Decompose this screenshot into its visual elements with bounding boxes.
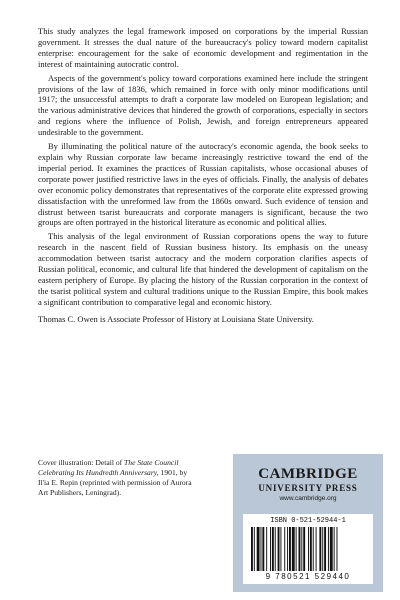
- cover-credit-prefix: Cover illustration: Detail of: [38, 458, 125, 467]
- barcode-icon: [249, 527, 367, 571]
- publisher-box: [233, 454, 383, 592]
- blurb: [38, 26, 368, 328]
- cover-illustration-credit: [38, 458, 198, 498]
- blurb-paragraph-4: This analysis of the legal environment of Russian corporations opens the way to future research in the nascent field of Russian business history. Its emphasis on the uneasy accommodation between tsarist autocracy and the modern corporation clarifies aspects of Russian political, economic, and cultural life that hindered the development of capitalism on the eastern periphery of Europe. By placing the history of the Russian corporation in the context of the tsarist political system and cultural traditions unique to the Russian Empire, this book makes a significant contribution to comparative legal and economic history.: [38, 231, 368, 307]
- isbn-barcode-box: [243, 514, 373, 584]
- publisher-website: www.cambridge.org: [279, 495, 337, 502]
- publisher-press: UNIVERSITY PRESS: [258, 483, 358, 493]
- cover-credit-suffix: 1901, by Il'ia E. Repin (reprinted with permission of Aurora Art Publishers, Leningrad).: [38, 468, 192, 497]
- cover-credit-title: The State Council Celebrating Its Hundredth Anniversary,: [38, 458, 179, 477]
- blurb-paragraph-3: By illuminating the political nature of the autocracy's economic agenda, the book seeks to explain why Russian corporate law became increasingly restrictive toward the end of the imperial period. It examines the practices of Russian capitalists, whose occasional abuses of corporate power justified restrictive laws in the eyes of officials. Finally, the analysis of debates over economic policy demonstrates that representatives of the corporate elite expressed growing dissatisfaction with the unreformed law from the 1860s onward. Such evidence of tension and distrust between tsarist bureaucrats and corporate managers is significant, because the two groups are often portrayed in the historical literature as economic and political allies.: [38, 141, 368, 228]
- barcode-digits: 9 780521 529440: [265, 572, 351, 581]
- publisher-name: CAMBRIDGE: [258, 466, 358, 482]
- blurb-paragraph-2: Aspects of the government's policy toward corporations examined here include the stringent provisions of the law of 1836, which remained in force with only minor modifications until 1917; the unsuccessful attempts to draft a corporate law modeled on European legislation; and the various administrative devices that hindered the growth of corporations, especially in sectors and regions where the influence of Polish, Jewish, and foreign entrepreneurs appeared undesirable to the government.: [38, 72, 368, 138]
- author-note: Thomas C. Owen is Associate Professor of History at Louisiana State University.: [38, 313, 314, 324]
- isbn-label: ISBN 0-521-52944-1: [270, 517, 346, 525]
- blurb-paragraph-1: This study analyzes the legal framework imposed on corporations by the imperial Russian government. It stresses the dual nature of the bureaucracy's policy toward modern capitalist enterprise: encouragement for the sake of economic development and regimentation in the interest of maintaining autocratic control.: [38, 26, 368, 69]
